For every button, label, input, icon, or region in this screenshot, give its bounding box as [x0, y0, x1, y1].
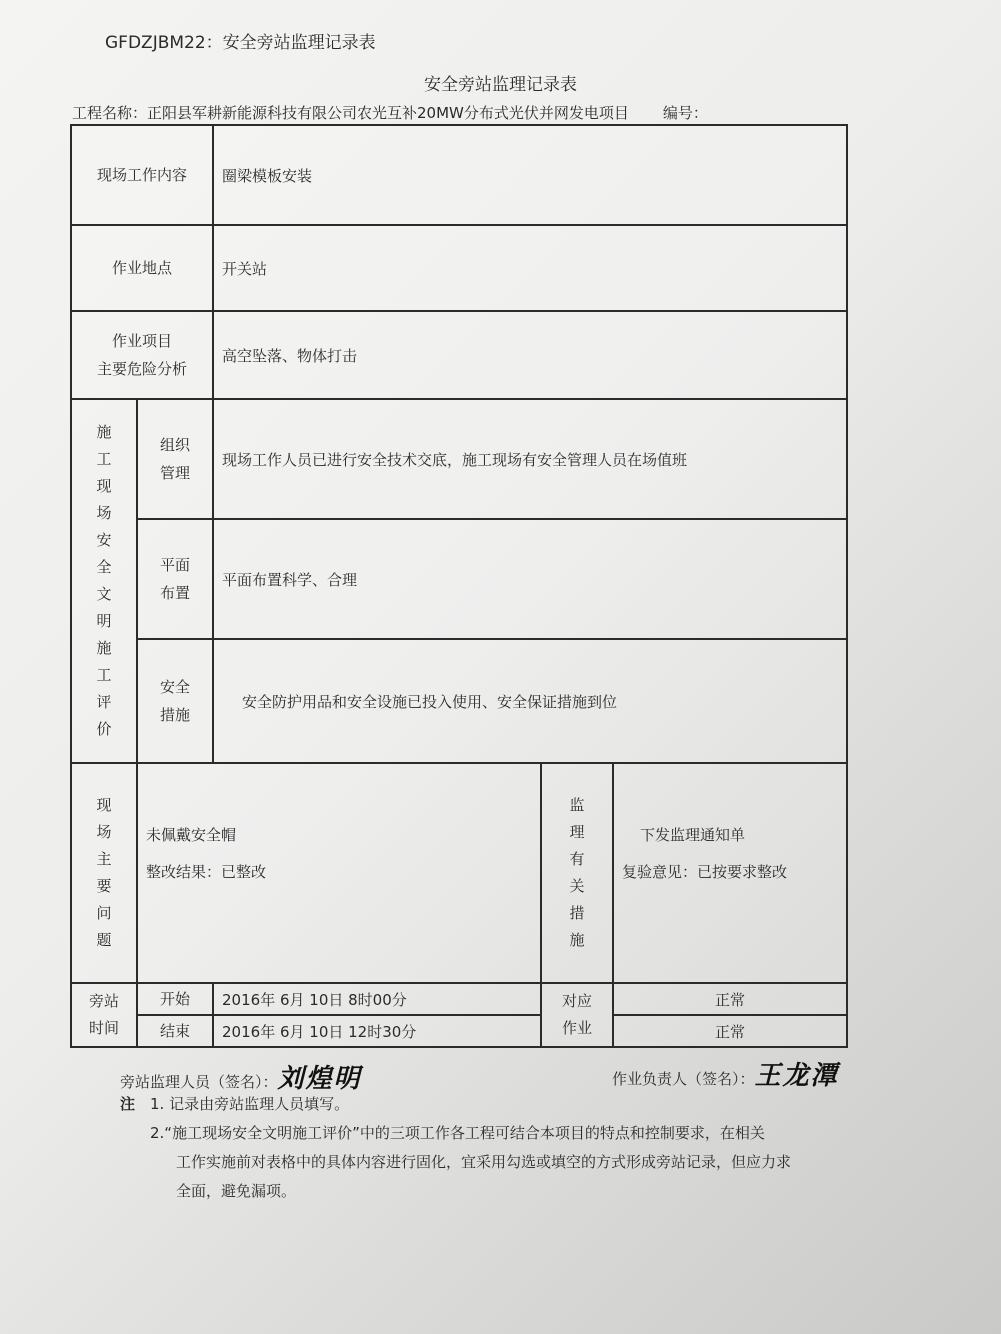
form-title: 安全旁站监理记录表 — [424, 75, 577, 95]
notes — [120, 1090, 860, 1206]
evaluation-label-cell — [71, 399, 137, 763]
issues-label: 现场主要问题 — [96, 796, 112, 949]
problem-text: 未佩戴安全帽 — [146, 826, 237, 844]
issues-value-cell — [137, 763, 541, 983]
leader-signature — [612, 1055, 839, 1092]
hazard-row — [71, 311, 847, 399]
note-item-2a: 2.“施工现场安全文明施工评价”中的三项工作各工程可结合本项目的特点和控制要求，在相关 — [150, 1124, 765, 1142]
evaluation-label: 施工现场安全文明施工评价 — [96, 423, 112, 738]
number-label: 编号： — [662, 104, 708, 122]
end-time-row — [71, 1015, 847, 1047]
supervisor-signature-name: 刘煌明 — [277, 1064, 362, 1094]
end-time-value: 2016年 6月 10日 12时30分 — [213, 1015, 541, 1047]
hazard-value: 高空坠落、物体打击 — [213, 311, 847, 399]
start-time-row — [71, 983, 847, 1015]
end-label: 结束 — [137, 1015, 213, 1047]
work-content-value: 圈梁模板安装 — [213, 125, 847, 225]
org-label: 组织 管理 — [137, 399, 213, 519]
safety-value: 安全防护用品和安全设施已投入使用、安全保证措施到位 — [213, 639, 847, 763]
supervision-record-table — [70, 124, 848, 1048]
layout-label: 平面 布置 — [137, 519, 213, 639]
supervisor-signature-label: 旁站监理人员（签名）： — [120, 1073, 278, 1091]
project-line — [72, 102, 708, 123]
org-management-row — [71, 399, 847, 519]
measure-text: 下发监理通知单 — [640, 826, 746, 844]
layout-row — [71, 519, 847, 639]
measure-label-cell — [541, 763, 613, 983]
org-value: 现场工作人员已进行安全技术交底，施工现场有安全管理人员在场值班 — [213, 399, 847, 519]
project-label: 工程名称： — [72, 104, 148, 122]
location-label: 作业地点 — [71, 225, 213, 311]
rectification-text: 整改结果：已整改 — [146, 863, 267, 881]
work-content-label: 现场工作内容 — [71, 125, 213, 225]
safety-measures-row — [71, 639, 847, 763]
document-code-title: GFDZJBM22：安全旁站监理记录表 — [105, 33, 376, 53]
issues-row — [71, 763, 847, 983]
measure-label: 监理有关措施 — [569, 796, 585, 949]
layout-value: 平面布置科学、合理 — [213, 519, 847, 639]
recheck-text: 复验意见：已按要求整改 — [622, 863, 788, 881]
issues-label-cell — [71, 763, 137, 983]
note-item-1: 1. 记录由旁站监理人员填写。 — [150, 1095, 350, 1113]
location-row — [71, 225, 847, 311]
end-status: 正常 — [613, 1015, 847, 1047]
notes-head: 注 — [120, 1095, 136, 1113]
measure-value-cell — [613, 763, 847, 983]
note-item-2b: 工作实施前对表格中的具体内容进行固化，宜采用勾选或填空的方式形成旁站记录，但应力求 — [176, 1153, 792, 1171]
time-label: 旁站时间 — [89, 992, 120, 1037]
start-time-value: 2016年 6月 10日 8时00分 — [213, 983, 541, 1015]
location-value: 开关站 — [213, 225, 847, 311]
note-item-2c: 全面，避免漏项。 — [176, 1182, 297, 1200]
start-label: 开始 — [137, 983, 213, 1015]
leader-signature-name: 王龙潭 — [754, 1061, 839, 1091]
time-label-cell — [71, 983, 137, 1047]
project-name: 正阳县军耕新能源科技有限公司农光互补20MW分布式光伏并网发电项目 — [147, 104, 629, 122]
start-status: 正常 — [613, 983, 847, 1015]
safety-label: 安全 措施 — [137, 639, 213, 763]
leader-signature-label: 作业负责人（签名）： — [612, 1070, 755, 1088]
work-label-cell — [541, 983, 613, 1047]
work-content-row — [71, 125, 847, 225]
work-label: 对应作业 — [562, 992, 593, 1037]
hazard-label: 作业项目 主要危险分析 — [71, 311, 213, 399]
